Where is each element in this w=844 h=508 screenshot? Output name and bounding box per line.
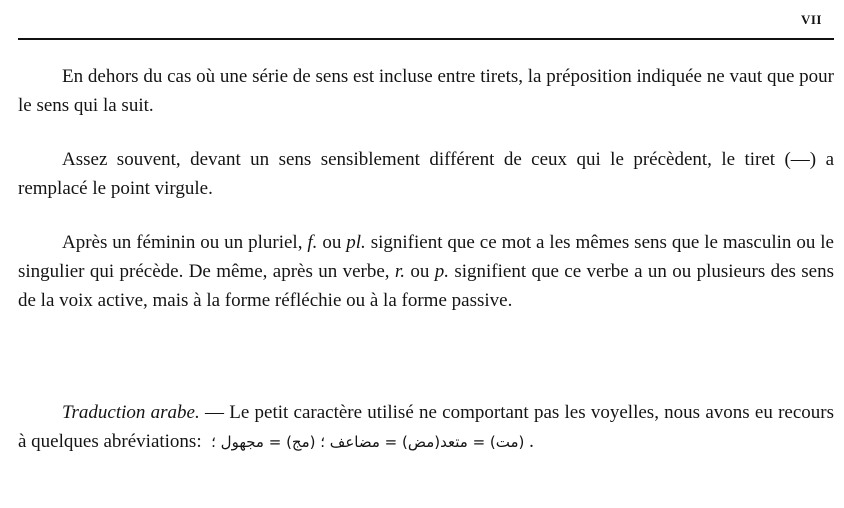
- arabic-separator: ؛: [315, 433, 330, 451]
- paragraph-feminin-pluriel: [18, 228, 834, 315]
- arabic-word-1: مضاعف: [329, 433, 380, 451]
- text-segment: — Le petit caractère utilisé ne comportant pas les voyelles, nous avons eu recours à quelques abréviations:: [18, 402, 834, 452]
- abbr-passive: p.: [434, 261, 449, 282]
- text-segment: .: [524, 431, 534, 452]
- header-rule: [18, 38, 834, 40]
- abbr-reflexive: r.: [394, 261, 405, 282]
- paragraph-traduction-arabe: [18, 398, 834, 457]
- arabic-abbreviation-line: [440, 433, 524, 451]
- equals-sign: =: [379, 433, 402, 451]
- equals-sign: =: [263, 433, 287, 451]
- text-segment: ou: [404, 261, 435, 282]
- paragraph-prepositions: [18, 62, 834, 120]
- arabic-abbr-1: (مض): [402, 433, 441, 451]
- text-segment: signifient que ce mot a les mêmes sens que le masculin ou le singulier qui précède. De même, après un verbe,: [18, 232, 834, 282]
- arabic-abbreviations: [206, 433, 440, 451]
- arabic-word-3: متعد: [440, 433, 468, 451]
- equals-sign: =: [467, 433, 490, 451]
- paragraph-tiret: [18, 145, 834, 203]
- text-segment: Après un féminin ou un pluriel,: [62, 232, 308, 253]
- section-heading: Traduction arabe.: [62, 402, 200, 423]
- paragraph-text: En dehors du cas où une série de sens est incluse entre tirets, la préposition indiquée ne vaut que pour le sens qui la suit.: [18, 66, 834, 116]
- abbr-plural: pl.: [346, 232, 366, 253]
- abbr-feminine: f.: [307, 232, 318, 253]
- text-segment: signifient que ce verbe a un ou plusieurs des sens de la voix active, mais à la forme réfléchie ou à la forme passive.: [18, 261, 834, 311]
- paragraph-text: Assez souvent, devant un sens sensiblement différent de ceux qui le précèdent, le tiret (—) a remplacé le point virgule.: [18, 149, 834, 199]
- arabic-word-2: مجهول: [220, 433, 264, 451]
- arabic-abbr-3: (مت): [489, 433, 525, 451]
- arabic-abbr-2: (مج): [286, 433, 316, 451]
- page-number: VII: [800, 12, 822, 27]
- arabic-separator: ؛: [206, 433, 221, 451]
- text-segment: ou: [317, 232, 347, 253]
